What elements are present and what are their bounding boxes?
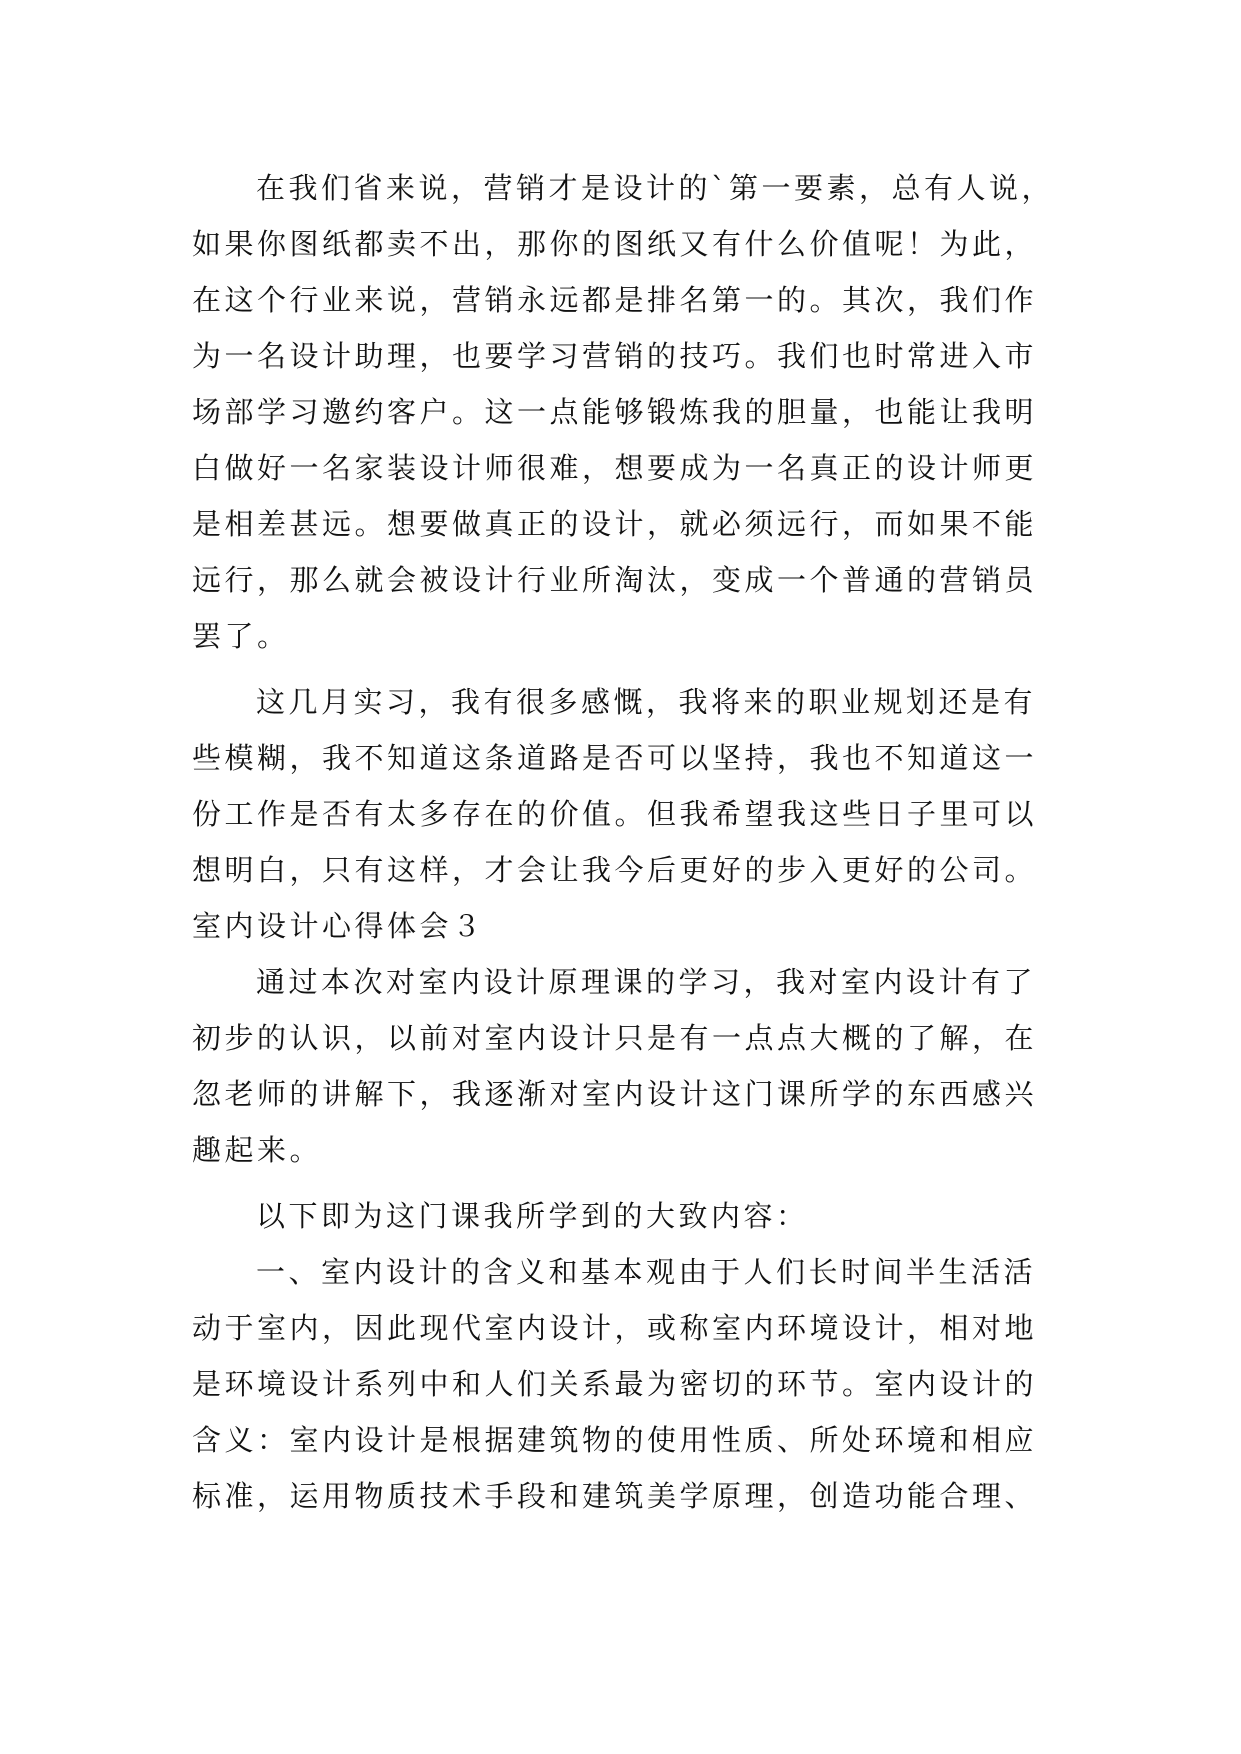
paragraph-line: 远行，那么就会被设计行业所淘汰，变成一个普通的营销员 (192, 563, 1038, 597)
paragraph-line: 这几月实习，我有很多感慨，我将来的职业规划还是有 (256, 685, 1037, 719)
paragraph-line: 些模糊，我不知道这条道路是否可以坚持，我也不知道这一 (192, 741, 1038, 775)
paragraph-line: 份工作是否有太多存在的价值。但我希望我这些日子里可以 (192, 797, 1038, 831)
section-heading: 室内设计心得体会３ (192, 909, 485, 943)
paragraph-line: 场部学习邀约客户。这一点能够锻炼我的胆量，也能让我明 (192, 395, 1038, 429)
paragraph-line: 趣起来。 (192, 1133, 323, 1167)
paragraph-line: 标准，运用物质技术手段和建筑美学原理，创造功能合理、 (192, 1479, 1038, 1513)
paragraph-line: 以下即为这门课我所学到的大致内容： (256, 1199, 809, 1233)
paragraph-line: 含义：室内设计是根据建筑物的使用性质、所处环境和相应 (192, 1423, 1038, 1457)
paragraph-line: 白做好一名家装设计师很难，想要成为一名真正的设计师更 (192, 451, 1038, 485)
paragraph-line: 在我们省来说，营销才是设计的`第一要素，总有人说， (256, 171, 1055, 205)
paragraph-line: 罢了。 (192, 619, 290, 653)
paragraph-line: 是相差甚远。想要做真正的设计，就必须远行，而如果不能 (192, 507, 1038, 541)
paragraph-line: 是环境设计系列中和人们关系最为密切的环节。室内设计的 (192, 1367, 1038, 1401)
document-body (192, 160, 1072, 1524)
paragraph-line: 想明白，只有这样，才会让我今后更好的步入更好的公司。 (192, 853, 1038, 887)
paragraph-line: 忽老师的讲解下，我逐渐对室内设计这门课所学的东西感兴 (192, 1077, 1038, 1111)
paragraph-line: 动于室内，因此现代室内设计，或称室内环境设计，相对地 (192, 1311, 1038, 1345)
paragraph-line: 通过本次对室内设计原理课的学习，我对室内设计有了 (256, 965, 1037, 999)
paragraph-line: 初步的认识，以前对室内设计只是有一点点大概的了解，在 (192, 1021, 1038, 1055)
paragraph-line: 如果你图纸都卖不出，那你的图纸又有什么价值呢！为此， (192, 227, 1038, 261)
paragraph-line: 在这个行业来说，营销永远都是排名第一的。其次，我们作 (192, 283, 1038, 317)
paragraph-line: 一、室内设计的含义和基本观由于人们长时间半生活活 (256, 1255, 1037, 1289)
paragraph-line: 为一名设计助理，也要学习营销的技巧。我们也时常进入市 (192, 339, 1038, 373)
